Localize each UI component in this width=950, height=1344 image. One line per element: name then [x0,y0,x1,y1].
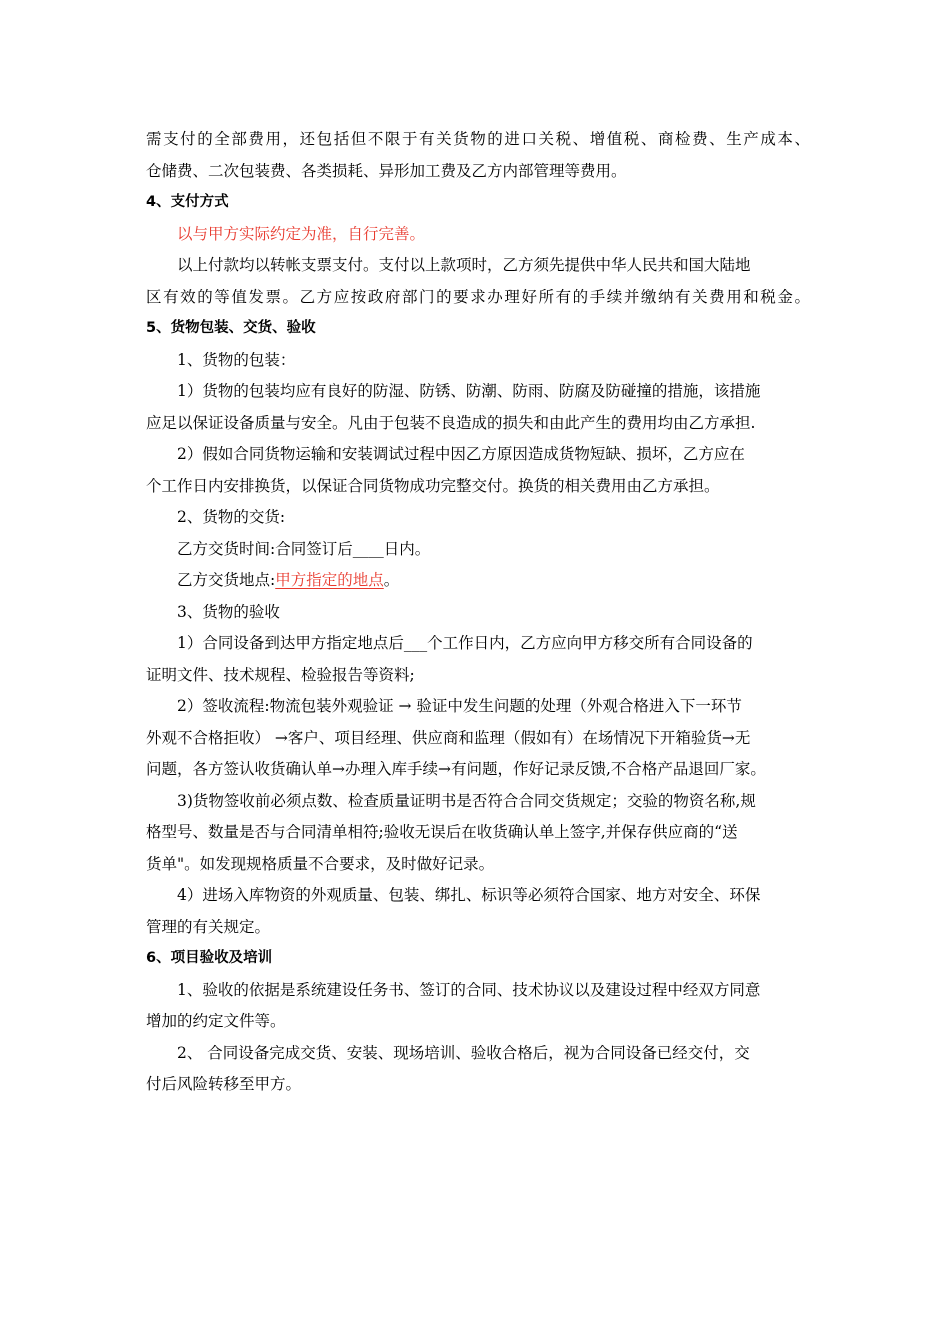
paragraph-line: 2、 合同设备完成交货、安装、现场培训、验收合格后，视为合同设备已经交付，交 [177,1043,750,1062]
paragraph-line: 以上付款均以转帐支票支付。支付以上款项时，乙方须先提供中华人民共和国大陆地 [177,256,751,274]
delivery-place-label: 乙方交货地点: [177,571,276,589]
paragraph-line: 需支付的全部费用，还包括但不限于有关货物的进口关税、增值税、商检费、生产成本、 [146,130,810,148]
section-heading-payment: 4、支付方式 [146,194,229,210]
paragraph-line: 1）货物的包装均应有良好的防湿、防锈、防潮、防雨、防腐及防碰撞的措施，该措施 [177,382,761,400]
paragraph-line: 问题，各方签认收货确认单→办理入库手续→有问题，作好记录反馈,不合格产品退回厂家。 [146,760,766,778]
paragraph-line: 增加的约定文件等。 [146,1012,286,1030]
paragraph-line: 2）假如合同货物运输和安装调试过程中因乙方原因造成货物短缺、损坏，乙方应在 [177,445,745,463]
paragraph-line: 1、验收的依据是系统建设任务书、签订的合同、技术协议以及建设过程中经双方同意 [177,980,761,999]
paragraph-line: 仓储费、二次包装费、各类损耗、异形加工费及乙方内部管理等费用。 [146,161,627,180]
paragraph-line: 乙方交货时间:合同签订后____日内。 [177,539,431,558]
paragraph-line: 格型号、数量是否与合同清单相符;验收无误后在收货确认单上签字,并保存供应商的“送 [146,823,738,841]
document-body [146,124,810,1101]
delivery-place-line [146,565,810,597]
paragraph-line: 1）合同设备到达甲方指定地点后___个工作日内，乙方应向甲方移交所有合同设备的 [177,634,753,652]
paragraph-line: 货单"。如发现规格质量不合要求，及时做好记录。 [146,854,495,873]
paragraph-line: 付后风险转移至甲方。 [146,1075,302,1093]
subsection-title: 1、货物的包装： [177,350,296,369]
delivery-place-end: 。 [383,571,400,589]
paragraph-line: 证明文件、技术规程、检验报告等资料; [146,665,415,684]
paragraph-line: 区有效的等值发票。乙方应按政府部门的要求办理好所有的手续并缴纳有关费用和税金。 [146,287,810,306]
delivery-place-value: 甲方指定的地点 [275,571,384,589]
paragraph-line: 3)货物签收前必须点数、检查质量证明书是否符合合同交货规定；交验的物资名称,规 [177,791,756,810]
section-heading-acceptance: 6、项目验收及培训 [146,950,273,966]
paragraph-line: 4）进场入库物资的外观质量、包装、绑扎、标识等必须符合国家、地方对安全、环保 [177,886,761,904]
subsection-title: 3、货物的验收 [177,602,280,621]
red-note: 以与甲方实际约定为准，自行完善。 [177,224,426,243]
paragraph-line: 应足以保证设备质量与安全。凡由于包装不良造成的损失和由此产生的费用均由乙方承担. [146,413,756,432]
paragraph-line: 外观不合格拒收） →客户、项目经理、供应商和监理（假如有）在场情况下开箱验货→无 [146,728,751,747]
subsection-title: 2、货物的交货: [177,508,286,526]
paragraph-line: 2）签收流程:物流包装外观验证 → 验证中发生问题的处理（外观合格进入下一环节 [177,697,742,715]
section-heading-packaging: 5、货物包装、交货、验收 [146,320,316,336]
paragraph-line: 管理的有关规定。 [146,917,271,936]
paragraph-line: 个工作日内安排换货，以保证合同货物成功完整交付。换货的相关费用由乙方承担。 [146,476,720,495]
